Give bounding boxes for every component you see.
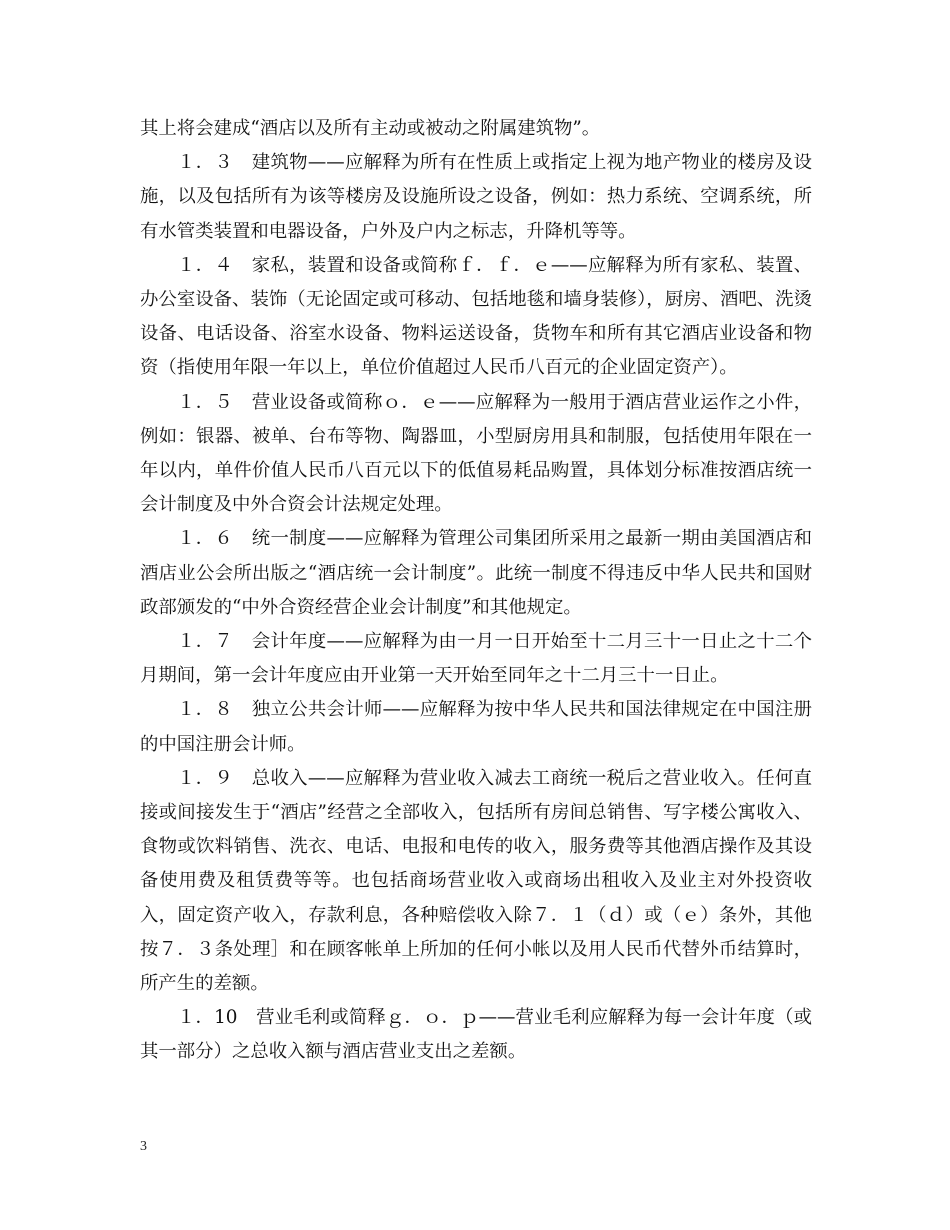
clause-1-4: １．４ 家私，装置和设备或简称ｆ．ｆ．ｅ——应解释为所有家私、装置、办公室设备、装饰（无论固定或可移动、包括地毯和墙身装修），厨房、酒吧、洗烫设备、电话设备、浴室水设备、物料运送设备，货物车和所有其它酒店业设备和物资（指使用年限一年以上，单位价值超过人民币八百元的企业固定资产）。 bbox=[140, 254, 812, 379]
clause-1-10: １．10 营业毛利或简释ｇ．ｏ．ｐ——营业毛利应解释为每一会计年度（或其一部分）之总收入额与酒店营业支出之差额。 bbox=[140, 1007, 812, 1063]
clause-1-8: １．８ 独立公共会计师——应解释为按中华人民共和国法律规定在中国注册的中国注册会计师。 bbox=[140, 699, 812, 755]
clause-1-3: １．３ 建筑物——应解释为所有在性质上或指定上视为地产物业的楼房及设施，以及包括所有为该等楼房及设施所设之设备，例如：热力系统、空调系统，所有水管类装置和电器设备，户外及户内之标志，升降机等等。 bbox=[140, 152, 812, 242]
clause-1-9: １．９ 总收入——应解释为营业收入减去工商统一税后之营业收入。任何直接或间接发生于“酒店”经营之全部收入，包括所有房间总销售、写字楼公寓收入、食物或饮料销售、洗衣、电话、电报和电传的收入，服务费等其他酒店操作及其设备使用费及租赁费等等。也包括商场营业收入或商场出租收入及业主对外投资收入，固定资产收入，存款利息，各种赔偿收入除７．１（ｄ）或（ｅ）条外，其他按７．３条处理］和在顾客帐单上所加的任何小帐以及用人民币代替外币结算时，所产生的差额。 bbox=[140, 767, 812, 995]
clause-1-6: １．６ 统一制度——应解释为管理公司集团所采用之最新一期由美国酒店和酒店业公会所出版之“酒店统一会计制度”。此统一制度不得违反中华人民共和国财政部颁发的“中外合资经营企业会计制度”和其他规定。 bbox=[140, 528, 812, 618]
page-number: 3 bbox=[140, 1139, 147, 1154]
paragraph-continuation: 其上将会建成“酒店以及所有主动或被动之附属建筑物”。 bbox=[140, 118, 601, 139]
clause-1-7: １．７ 会计年度——应解释为由一月一日开始至十二月三十一日止之十二个月期间，第一会计年度应由开业第一天开始至同年之十二月三十一日止。 bbox=[140, 631, 812, 687]
document-body bbox=[140, 112, 812, 1070]
clause-1-5: １．５ 营业设备或简称ｏ．ｅ——应解释为一般用于酒店营业运作之小件，例如：银器、被单、台布等物、陶器皿，小型厨房用具和制服，包括使用年限在一年以内，单件价值人民币八百元以下的低值易耗品购置，具体划分标准按酒店统一会计制度及中外合资会计法规定处理。 bbox=[140, 391, 812, 516]
